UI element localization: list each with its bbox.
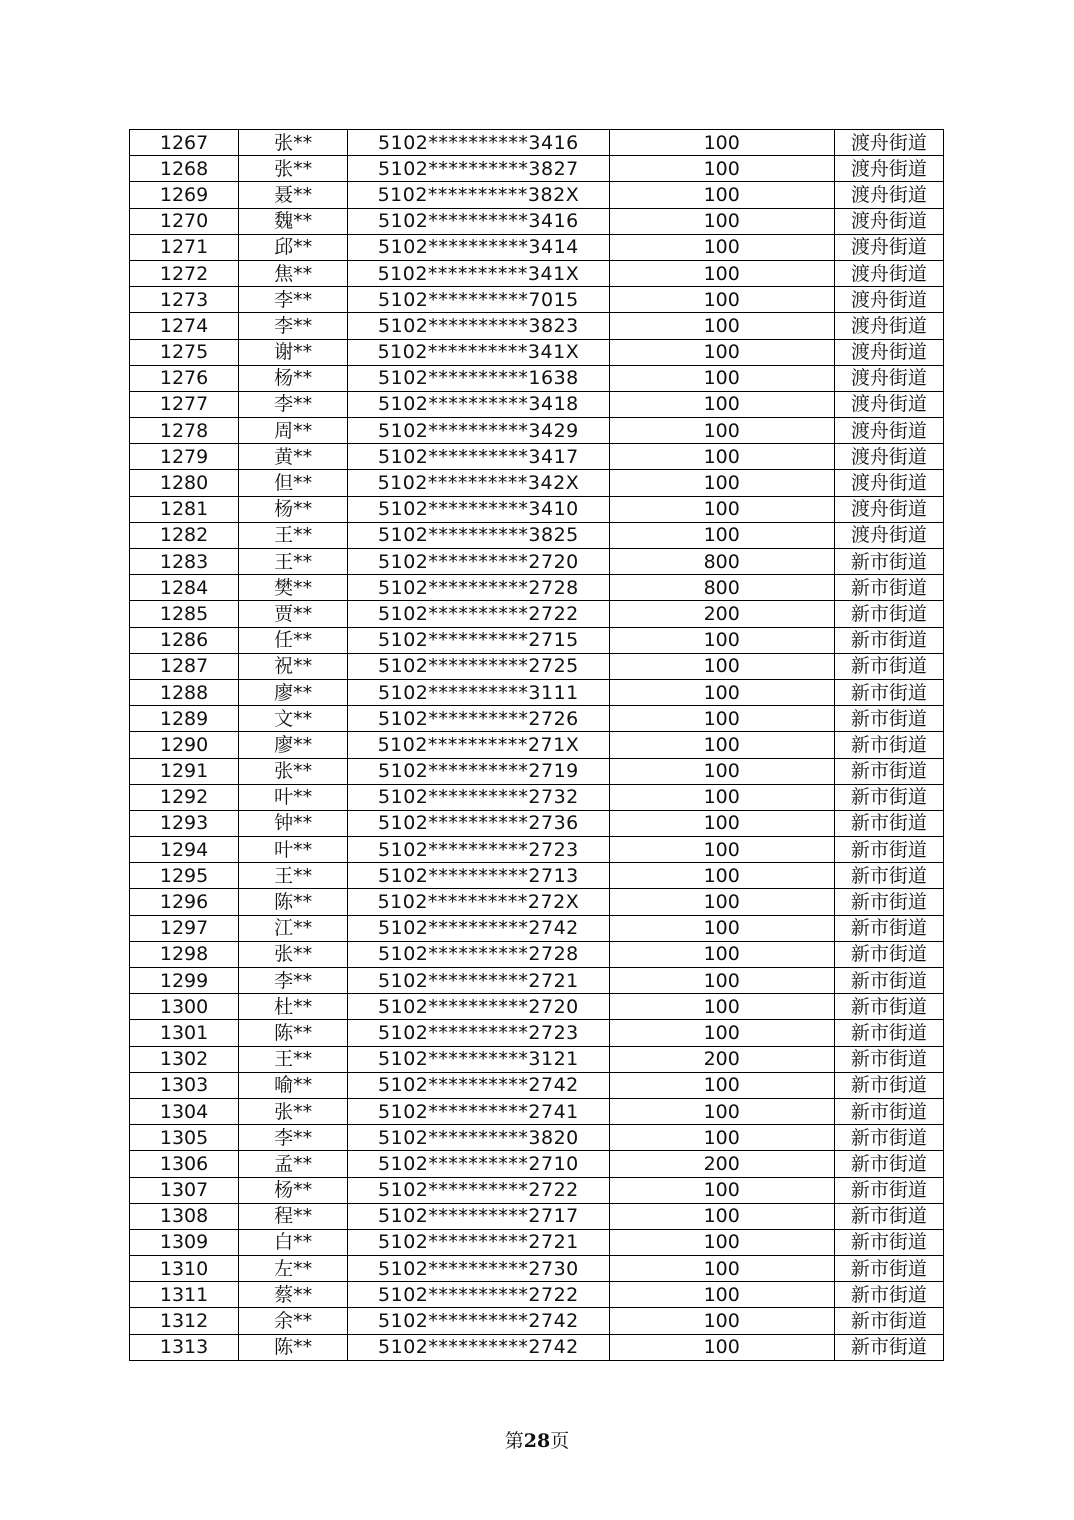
table-row	[130, 994, 944, 1020]
name-cell: 陈**	[239, 1334, 348, 1360]
seq-cell: 1285	[130, 601, 239, 627]
amount-cell: 100	[609, 810, 834, 836]
id-number-cell: 5102**********272X	[348, 889, 609, 915]
id-number-cell: 5102**********2715	[348, 627, 609, 653]
id-number-cell: 5102**********3414	[348, 234, 609, 260]
id-number-cell: 5102**********3429	[348, 418, 609, 444]
table-row	[130, 234, 944, 260]
id-number-cell: 5102**********3417	[348, 444, 609, 470]
name-cell: 杨**	[239, 365, 348, 391]
id-number-cell: 5102**********271X	[348, 732, 609, 758]
id-number-cell: 5102**********3823	[348, 313, 609, 339]
id-number-cell: 5102**********3820	[348, 1125, 609, 1151]
amount-cell: 100	[609, 1072, 834, 1098]
id-number-cell: 5102**********2742	[348, 1334, 609, 1360]
street-cell: 渡舟街道	[834, 365, 943, 391]
street-cell: 新市街道	[834, 758, 943, 784]
table-row	[130, 627, 944, 653]
id-number-cell: 5102**********2723	[348, 837, 609, 863]
name-cell: 祝**	[239, 653, 348, 679]
street-cell: 新市街道	[834, 915, 943, 941]
table-row	[130, 130, 944, 156]
amount-cell: 200	[609, 601, 834, 627]
street-cell: 渡舟街道	[834, 182, 943, 208]
seq-cell: 1310	[130, 1256, 239, 1282]
id-number-cell: 5102**********2741	[348, 1098, 609, 1124]
amount-cell: 100	[609, 1308, 834, 1334]
id-number-cell: 5102**********2717	[348, 1203, 609, 1229]
seq-cell: 1279	[130, 444, 239, 470]
id-number-cell: 5102**********2723	[348, 1020, 609, 1046]
name-cell: 蔡**	[239, 1282, 348, 1308]
name-cell: 周**	[239, 418, 348, 444]
street-cell: 新市街道	[834, 1203, 943, 1229]
seq-cell: 1296	[130, 889, 239, 915]
street-cell: 新市街道	[834, 810, 943, 836]
id-number-cell: 5102**********2742	[348, 1072, 609, 1098]
amount-cell: 100	[609, 1256, 834, 1282]
street-cell: 新市街道	[834, 1098, 943, 1124]
seq-cell: 1271	[130, 234, 239, 260]
id-number-cell: 5102**********2725	[348, 653, 609, 679]
id-number-cell: 5102**********2722	[348, 601, 609, 627]
amount-cell: 100	[609, 1098, 834, 1124]
seq-cell: 1272	[130, 260, 239, 286]
name-cell: 李**	[239, 1125, 348, 1151]
street-cell: 渡舟街道	[834, 208, 943, 234]
seq-cell: 1281	[130, 496, 239, 522]
table-row	[130, 1072, 944, 1098]
seq-cell: 1267	[130, 130, 239, 156]
street-cell: 渡舟街道	[834, 339, 943, 365]
street-cell: 新市街道	[834, 1125, 943, 1151]
table-row	[130, 889, 944, 915]
amount-cell: 100	[609, 130, 834, 156]
amount-cell: 100	[609, 470, 834, 496]
amount-cell: 800	[609, 575, 834, 601]
street-cell: 渡舟街道	[834, 156, 943, 182]
name-cell: 王**	[239, 522, 348, 548]
seq-cell: 1288	[130, 679, 239, 705]
seq-cell: 1290	[130, 732, 239, 758]
amount-cell: 100	[609, 915, 834, 941]
seq-cell: 1293	[130, 810, 239, 836]
id-number-cell: 5102**********3827	[348, 156, 609, 182]
table-row	[130, 444, 944, 470]
id-number-cell: 5102**********382X	[348, 182, 609, 208]
table-row	[130, 941, 944, 967]
table-row	[130, 653, 944, 679]
seq-cell: 1303	[130, 1072, 239, 1098]
street-cell: 渡舟街道	[834, 496, 943, 522]
amount-cell: 100	[609, 365, 834, 391]
amount-cell: 100	[609, 287, 834, 313]
seq-cell: 1313	[130, 1334, 239, 1360]
seq-cell: 1298	[130, 941, 239, 967]
table-row	[130, 1098, 944, 1124]
seq-cell: 1280	[130, 470, 239, 496]
street-cell: 新市街道	[834, 941, 943, 967]
amount-cell: 100	[609, 706, 834, 732]
amount-cell: 100	[609, 994, 834, 1020]
id-number-cell: 5102**********2710	[348, 1151, 609, 1177]
amount-cell: 100	[609, 889, 834, 915]
amount-cell: 800	[609, 549, 834, 575]
amount-cell: 100	[609, 653, 834, 679]
seq-cell: 1299	[130, 968, 239, 994]
street-cell: 新市街道	[834, 575, 943, 601]
name-cell: 文**	[239, 706, 348, 732]
amount-cell: 100	[609, 1020, 834, 1046]
table-row	[130, 706, 944, 732]
name-cell: 王**	[239, 1046, 348, 1072]
amount-cell: 100	[609, 339, 834, 365]
name-cell: 杨**	[239, 1177, 348, 1203]
street-cell: 新市街道	[834, 1072, 943, 1098]
id-number-cell: 5102**********341X	[348, 260, 609, 286]
seq-cell: 1294	[130, 837, 239, 863]
table-row	[130, 1151, 944, 1177]
seq-cell: 1287	[130, 653, 239, 679]
id-number-cell: 5102**********2730	[348, 1256, 609, 1282]
name-cell: 但**	[239, 470, 348, 496]
id-number-cell: 5102**********2720	[348, 994, 609, 1020]
seq-cell: 1276	[130, 365, 239, 391]
table-row	[130, 549, 944, 575]
seq-cell: 1292	[130, 784, 239, 810]
street-cell: 新市街道	[834, 968, 943, 994]
table-row	[130, 365, 944, 391]
seq-cell: 1300	[130, 994, 239, 1020]
name-cell: 喻**	[239, 1072, 348, 1098]
name-cell: 李**	[239, 313, 348, 339]
seq-cell: 1311	[130, 1282, 239, 1308]
amount-cell: 100	[609, 260, 834, 286]
street-cell: 渡舟街道	[834, 522, 943, 548]
name-cell: 张**	[239, 1098, 348, 1124]
table-row	[130, 287, 944, 313]
seq-cell: 1274	[130, 313, 239, 339]
seq-cell: 1283	[130, 549, 239, 575]
table-row	[130, 522, 944, 548]
street-cell: 新市街道	[834, 627, 943, 653]
seq-cell: 1269	[130, 182, 239, 208]
seq-cell: 1291	[130, 758, 239, 784]
amount-cell: 100	[609, 1334, 834, 1360]
table-row	[130, 1282, 944, 1308]
amount-cell: 100	[609, 1229, 834, 1255]
table-row	[130, 915, 944, 941]
name-cell: 白**	[239, 1229, 348, 1255]
amount-cell: 100	[609, 234, 834, 260]
seq-cell: 1312	[130, 1308, 239, 1334]
name-cell: 邱**	[239, 234, 348, 260]
name-cell: 陈**	[239, 1020, 348, 1046]
amount-cell: 100	[609, 863, 834, 889]
id-number-cell: 5102**********341X	[348, 339, 609, 365]
name-cell: 聂**	[239, 182, 348, 208]
id-number-cell: 5102**********3410	[348, 496, 609, 522]
seq-cell: 1306	[130, 1151, 239, 1177]
seq-cell: 1309	[130, 1229, 239, 1255]
street-cell: 新市街道	[834, 732, 943, 758]
amount-cell: 100	[609, 732, 834, 758]
name-cell: 张**	[239, 758, 348, 784]
id-number-cell: 5102**********7015	[348, 287, 609, 313]
seq-cell: 1305	[130, 1125, 239, 1151]
amount-cell: 100	[609, 1282, 834, 1308]
table-row	[130, 470, 944, 496]
seq-cell: 1295	[130, 863, 239, 889]
seq-cell: 1282	[130, 522, 239, 548]
table-row	[130, 679, 944, 705]
name-cell: 魏**	[239, 208, 348, 234]
table-row	[130, 156, 944, 182]
name-cell: 廖**	[239, 679, 348, 705]
seq-cell: 1297	[130, 915, 239, 941]
amount-cell: 100	[609, 679, 834, 705]
name-cell: 任**	[239, 627, 348, 653]
street-cell: 新市街道	[834, 706, 943, 732]
table-row	[130, 1256, 944, 1282]
table-row	[130, 732, 944, 758]
page-number: 28	[523, 1430, 551, 1452]
street-cell: 渡舟街道	[834, 287, 943, 313]
street-cell: 渡舟街道	[834, 391, 943, 417]
name-cell: 张**	[239, 130, 348, 156]
table-row	[130, 418, 944, 444]
amount-cell: 100	[609, 444, 834, 470]
amount-cell: 100	[609, 837, 834, 863]
name-cell: 焦**	[239, 260, 348, 286]
street-cell: 渡舟街道	[834, 444, 943, 470]
seq-cell: 1270	[130, 208, 239, 234]
street-cell: 新市街道	[834, 1308, 943, 1334]
amount-cell: 100	[609, 391, 834, 417]
table-row	[130, 313, 944, 339]
table-row	[130, 1020, 944, 1046]
amount-cell: 100	[609, 968, 834, 994]
id-number-cell: 5102**********3416	[348, 130, 609, 156]
id-number-cell: 5102**********3825	[348, 522, 609, 548]
amount-cell: 100	[609, 784, 834, 810]
record-table-body	[130, 130, 944, 1361]
id-number-cell: 5102**********2719	[348, 758, 609, 784]
name-cell: 叶**	[239, 837, 348, 863]
seq-cell: 1304	[130, 1098, 239, 1124]
id-number-cell: 5102**********2742	[348, 1308, 609, 1334]
name-cell: 樊**	[239, 575, 348, 601]
id-number-cell: 5102**********3121	[348, 1046, 609, 1072]
street-cell: 新市街道	[834, 837, 943, 863]
name-cell: 余**	[239, 1308, 348, 1334]
id-number-cell: 5102**********3418	[348, 391, 609, 417]
id-number-cell: 5102**********2732	[348, 784, 609, 810]
amount-cell: 100	[609, 627, 834, 653]
record-table	[129, 129, 944, 1361]
street-cell: 渡舟街道	[834, 313, 943, 339]
street-cell: 新市街道	[834, 1020, 943, 1046]
street-cell: 新市街道	[834, 1229, 943, 1255]
table-row	[130, 339, 944, 365]
name-cell: 杨**	[239, 496, 348, 522]
amount-cell: 100	[609, 1203, 834, 1229]
table-row	[130, 784, 944, 810]
table-row	[130, 496, 944, 522]
table-row	[130, 810, 944, 836]
street-cell: 渡舟街道	[834, 470, 943, 496]
name-cell: 李**	[239, 968, 348, 994]
table-row	[130, 1203, 944, 1229]
seq-cell: 1307	[130, 1177, 239, 1203]
street-cell: 新市街道	[834, 994, 943, 1020]
table-row	[130, 1125, 944, 1151]
street-cell: 新市街道	[834, 679, 943, 705]
seq-cell: 1301	[130, 1020, 239, 1046]
id-number-cell: 5102**********2722	[348, 1282, 609, 1308]
name-cell: 谢**	[239, 339, 348, 365]
amount-cell: 100	[609, 182, 834, 208]
seq-cell: 1273	[130, 287, 239, 313]
name-cell: 廖**	[239, 732, 348, 758]
street-cell: 新市街道	[834, 601, 943, 627]
street-cell: 渡舟街道	[834, 418, 943, 444]
name-cell: 王**	[239, 863, 348, 889]
table-row	[130, 968, 944, 994]
amount-cell: 200	[609, 1151, 834, 1177]
id-number-cell: 5102**********2742	[348, 915, 609, 941]
amount-cell: 100	[609, 758, 834, 784]
name-cell: 江**	[239, 915, 348, 941]
table-row	[130, 863, 944, 889]
street-cell: 新市街道	[834, 1334, 943, 1360]
table-row	[130, 601, 944, 627]
name-cell: 杜**	[239, 994, 348, 1020]
name-cell: 张**	[239, 941, 348, 967]
amount-cell: 200	[609, 1046, 834, 1072]
table-row	[130, 391, 944, 417]
id-number-cell: 5102**********3111	[348, 679, 609, 705]
id-number-cell: 5102**********2721	[348, 968, 609, 994]
street-cell: 渡舟街道	[834, 260, 943, 286]
seq-cell: 1284	[130, 575, 239, 601]
seq-cell: 1277	[130, 391, 239, 417]
amount-cell: 100	[609, 522, 834, 548]
id-number-cell: 5102**********1638	[348, 365, 609, 391]
id-number-cell: 5102**********2713	[348, 863, 609, 889]
name-cell: 贾**	[239, 601, 348, 627]
name-cell: 左**	[239, 1256, 348, 1282]
table-row	[130, 758, 944, 784]
table-row	[130, 837, 944, 863]
seq-cell: 1302	[130, 1046, 239, 1072]
id-number-cell: 5102**********2722	[348, 1177, 609, 1203]
street-cell: 新市街道	[834, 549, 943, 575]
id-number-cell: 5102**********2726	[348, 706, 609, 732]
seq-cell: 1275	[130, 339, 239, 365]
amount-cell: 100	[609, 941, 834, 967]
street-cell: 新市街道	[834, 784, 943, 810]
table-row	[130, 208, 944, 234]
amount-cell: 100	[609, 496, 834, 522]
table-row	[130, 575, 944, 601]
table-row	[130, 1177, 944, 1203]
street-cell: 新市街道	[834, 1177, 943, 1203]
table-row	[130, 1334, 944, 1360]
name-cell: 张**	[239, 156, 348, 182]
name-cell: 陈**	[239, 889, 348, 915]
id-number-cell: 5102**********2728	[348, 575, 609, 601]
name-cell: 程**	[239, 1203, 348, 1229]
table-row	[130, 1229, 944, 1255]
street-cell: 新市街道	[834, 1151, 943, 1177]
seq-cell: 1278	[130, 418, 239, 444]
street-cell: 新市街道	[834, 889, 943, 915]
id-number-cell: 5102**********342X	[348, 470, 609, 496]
name-cell: 孟**	[239, 1151, 348, 1177]
id-number-cell: 5102**********3416	[348, 208, 609, 234]
page-footer-prefix: 第	[504, 1430, 524, 1452]
amount-cell: 100	[609, 313, 834, 339]
seq-cell: 1289	[130, 706, 239, 732]
name-cell: 叶**	[239, 784, 348, 810]
table-row	[130, 260, 944, 286]
amount-cell: 100	[609, 418, 834, 444]
amount-cell: 100	[609, 156, 834, 182]
name-cell: 李**	[239, 391, 348, 417]
table-row	[130, 1046, 944, 1072]
page-footer	[0, 1426, 1074, 1453]
street-cell: 渡舟街道	[834, 130, 943, 156]
id-number-cell: 5102**********2720	[348, 549, 609, 575]
table-row	[130, 1308, 944, 1334]
amount-cell: 100	[609, 208, 834, 234]
name-cell: 黄**	[239, 444, 348, 470]
page-footer-suffix: 页	[550, 1430, 570, 1452]
street-cell: 新市街道	[834, 1046, 943, 1072]
id-number-cell: 5102**********2721	[348, 1229, 609, 1255]
street-cell: 新市街道	[834, 653, 943, 679]
id-number-cell: 5102**********2736	[348, 810, 609, 836]
street-cell: 新市街道	[834, 1256, 943, 1282]
table-row	[130, 182, 944, 208]
seq-cell: 1286	[130, 627, 239, 653]
street-cell: 新市街道	[834, 863, 943, 889]
street-cell: 新市街道	[834, 1282, 943, 1308]
seq-cell: 1268	[130, 156, 239, 182]
id-number-cell: 5102**********2728	[348, 941, 609, 967]
amount-cell: 100	[609, 1177, 834, 1203]
amount-cell: 100	[609, 1125, 834, 1151]
street-cell: 渡舟街道	[834, 234, 943, 260]
seq-cell: 1308	[130, 1203, 239, 1229]
name-cell: 王**	[239, 549, 348, 575]
name-cell: 钟**	[239, 810, 348, 836]
name-cell: 李**	[239, 287, 348, 313]
